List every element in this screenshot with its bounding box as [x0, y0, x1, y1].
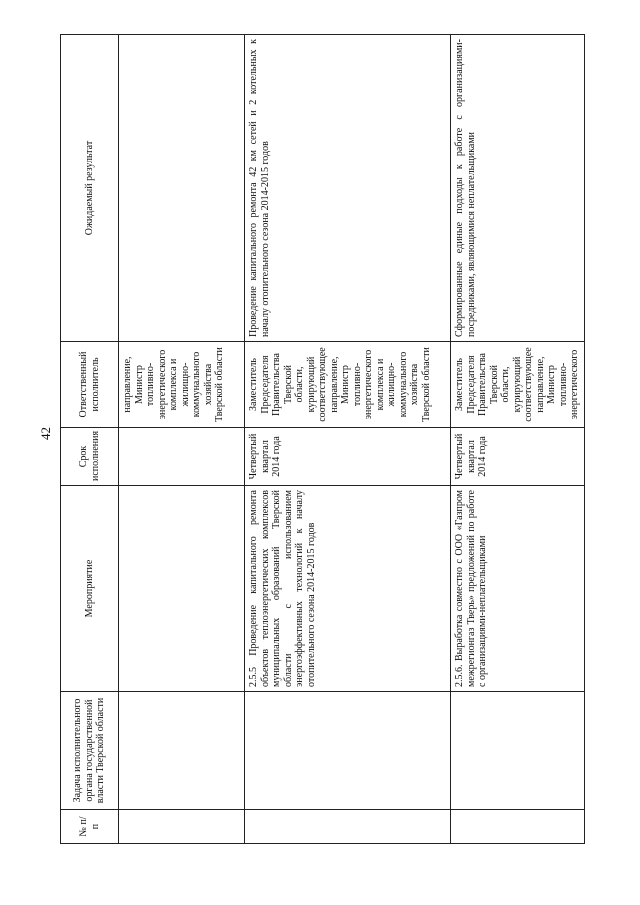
- table-row: [119, 35, 245, 844]
- cell-num: [245, 810, 451, 844]
- header-responsible: Ответственный исполнитель: [61, 342, 119, 428]
- cell-term: [119, 428, 245, 486]
- cell-result: Сформированные единые подходы к работе с организациями-посредниками, являющимися неплательщиками: [451, 35, 585, 342]
- table-container: [60, 34, 580, 844]
- header-num: № п/п: [61, 810, 119, 844]
- cell-responsible: Заместитель Председателя Правительства Тверской области, курирующий соответствующее направление, Министр топливно-энергетического: [451, 342, 585, 428]
- table-header-row: [61, 35, 119, 844]
- cell-responsible: направление, Министр топливно-энергетического комплекса и жилищно-коммунального хозяйства Тверской области: [119, 342, 245, 428]
- cell-event: 2.5.5 Проведение капитального ремонта объектов теплоэнергетических комплексов муниципальных образований Тверской области с использованием энергоэффективных технологий к началу отопительного сезона 2014-2015 годов: [245, 486, 451, 692]
- header-result: Ожидаемый результат: [61, 35, 119, 342]
- header-task: Задача исполнительного органа государственной власти Тверской области: [61, 692, 119, 810]
- header-term: Срок исполнения: [61, 428, 119, 486]
- cell-result: Проведение капитального ремонта 42 км сетей и 2 котельных к началу отопительного сезона 2014-2015 годов: [245, 35, 451, 342]
- cell-result: [119, 35, 245, 342]
- table-row: [451, 35, 585, 844]
- cell-term: Четвертый квартал 2014 года: [451, 428, 585, 486]
- cell-event: 2.5.6. Выработка совместно с ООО «Газпром межрегионгаз Тверь» предложений по работе с организациями-неплательщиками: [451, 486, 585, 692]
- cell-task: [245, 692, 451, 810]
- cell-event: [119, 486, 245, 692]
- page-number: 42: [38, 427, 53, 440]
- cell-task: [119, 692, 245, 810]
- table-row: [245, 35, 451, 844]
- cell-num: [119, 810, 245, 844]
- cell-task: [451, 692, 585, 810]
- cell-term: Четвертый квартал 2014 года: [245, 428, 451, 486]
- cell-responsible: Заместитель Председателя Правительства Тверской области, курирующий соответствующее направление, Министр топливно-энергетического комплекса и жилищно-коммунального хозяйства Тверской области: [245, 342, 451, 428]
- header-event: Мероприятие: [61, 486, 119, 692]
- cell-num: [451, 810, 585, 844]
- plan-table: [60, 34, 585, 844]
